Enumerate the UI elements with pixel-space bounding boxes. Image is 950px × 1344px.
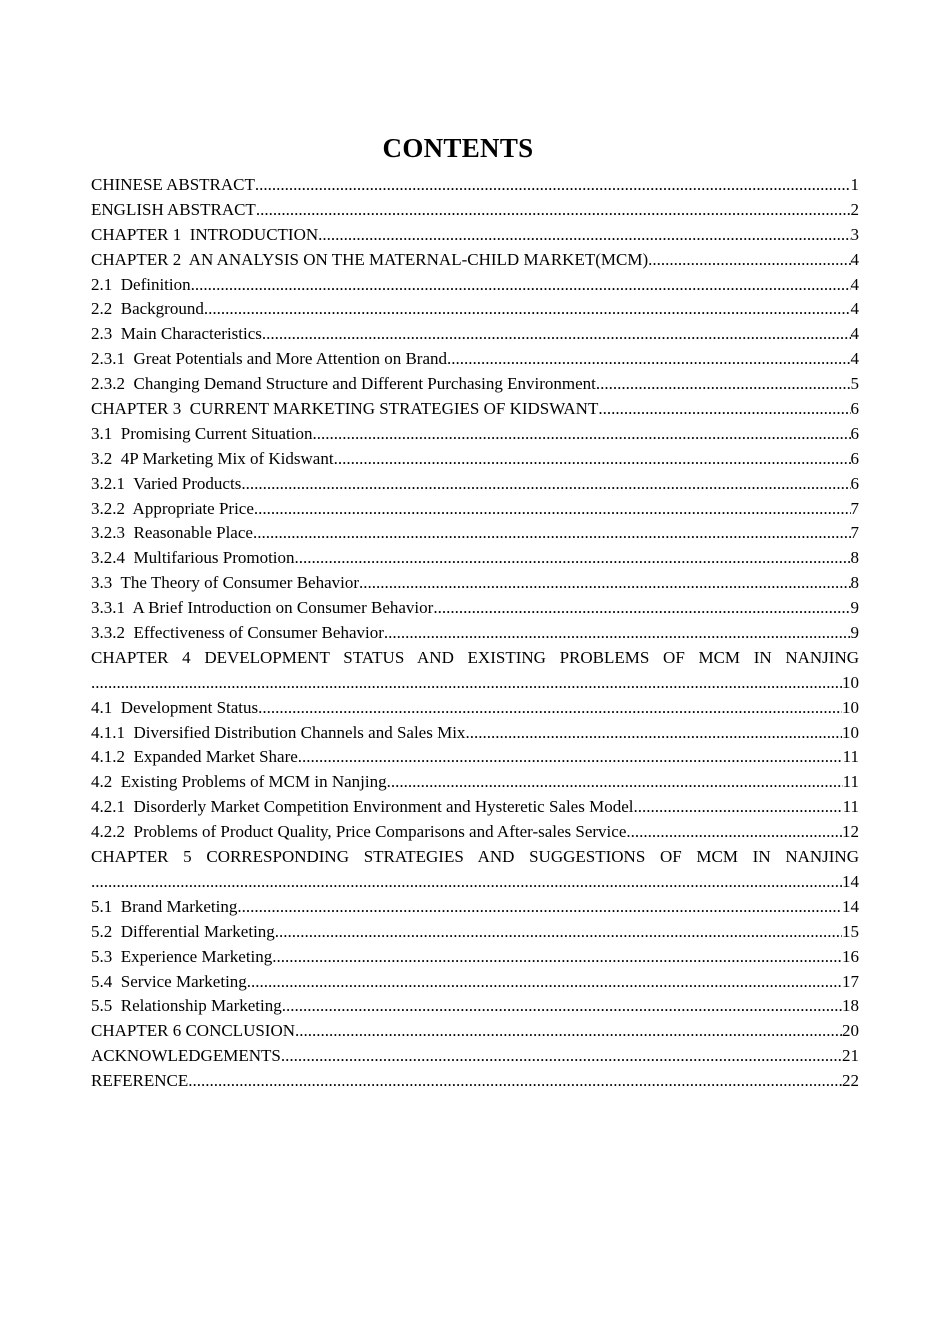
toc-entry-label: ENGLISH ABSTRACT (91, 199, 256, 219)
toc-page-number: 22 (842, 1071, 859, 1091)
toc-page-number: 10 (842, 672, 859, 692)
toc-leader-dots (334, 447, 851, 472)
toc-page-number: 4 (850, 324, 859, 344)
toc-page-number: 4 (850, 274, 859, 294)
toc-leader-dots (433, 596, 850, 621)
toc-entry-label: 3.3 The Theory of Consumer Behavior (91, 573, 360, 593)
toc-entry-chapter-4-continued[interactable] (91, 671, 859, 696)
toc-entry-4-2[interactable] (91, 770, 859, 795)
toc-entry-3-2-4[interactable] (91, 546, 859, 571)
toc-entry-label: 5.3 Experience Marketing (91, 946, 273, 966)
toc-leader-dots (648, 248, 850, 273)
toc-entry-4-2-2[interactable] (91, 820, 859, 845)
toc-entry-label: 2.2 Background (91, 299, 204, 319)
toc-page-number: 6 (850, 423, 859, 443)
toc-leader-dots (237, 895, 842, 920)
toc-entry-chinese-abstract[interactable] (91, 173, 859, 198)
toc-leader-dots (281, 1044, 842, 1069)
toc-page-number: 11 (842, 747, 859, 767)
toc-page-number: 4 (850, 299, 859, 319)
toc-page-number: 4 (850, 249, 859, 269)
toc-page-number: 4 (850, 349, 859, 369)
toc-entry-chapter-2[interactable] (91, 248, 859, 273)
toc-leader-dots (275, 920, 842, 945)
toc-page-number: 17 (842, 971, 859, 991)
toc-leader-dots (295, 1019, 842, 1044)
toc-page-number: 7 (850, 498, 859, 518)
toc-page-number: 6 (850, 473, 859, 493)
toc-leader-dots (626, 820, 842, 845)
toc-entry-label: CHAPTER 5 CORRESPONDING STRATEGIES AND SUGGESTIONS OF MCM IN NANJING (91, 847, 859, 867)
toc-entry-label: 3.3.2 Effectiveness of Consumer Behavior (91, 623, 384, 643)
toc-entry-label: 4.1.1 Diversified Distribution Channels and Sales Mix (91, 722, 466, 742)
toc-entry-4-1-1[interactable] (91, 721, 859, 746)
toc-page-number: 8 (850, 573, 859, 593)
toc-entry-label: 2.3.2 Changing Demand Structure and Different Purchasing Environment (91, 374, 596, 394)
toc-leader-dots (255, 173, 851, 198)
toc-entry-2-2[interactable] (91, 297, 859, 322)
toc-entry-4-1[interactable] (91, 696, 859, 721)
toc-leader-dots (465, 721, 842, 746)
toc-entry-label: 3.2 4P Marketing Mix of Kidswant (91, 448, 334, 468)
toc-leader-dots (596, 372, 851, 397)
toc-leader-dots (241, 472, 850, 497)
toc-entry-chapter-4[interactable] (91, 646, 859, 671)
toc-entry-4-2-1[interactable] (91, 795, 859, 820)
toc-entry-label: 3.2.2 Appropriate Price (91, 498, 254, 518)
toc-entry-label: 5.1 Brand Marketing (91, 896, 238, 916)
toc-entry-label: CHAPTER 2 AN ANALYSIS ON THE MATERNAL-CHILD MARKET(MCM) (91, 249, 649, 269)
toc-entry-label: 2.3.1 Great Potentials and More Attention on Brand (91, 349, 447, 369)
toc-entry-chapter-3[interactable] (91, 397, 859, 422)
toc-page-number: 12 (842, 822, 859, 842)
toc-entry-5-2[interactable] (91, 920, 859, 945)
toc-leader-dots (258, 696, 842, 721)
toc-page-number: 14 (842, 871, 859, 891)
toc-entry-3-3[interactable] (91, 571, 859, 596)
toc-entry-3-3-1[interactable] (91, 596, 859, 621)
toc-entry-label: 3.2.4 Multifarious Promotion (91, 548, 295, 568)
toc-entry-label: 5.5 Relationship Marketing (91, 996, 282, 1016)
table-of-contents (91, 173, 859, 1094)
toc-entry-label: 4.1 Development Status (91, 697, 259, 717)
toc-leader-dots (91, 870, 842, 895)
toc-page-number: 18 (842, 996, 859, 1016)
toc-entry-chapter-5[interactable] (91, 845, 859, 870)
toc-leader-dots (188, 1069, 842, 1094)
toc-entry-label: CHAPTER 6 CONCLUSION (91, 1021, 296, 1041)
toc-entry-label: 4.1.2 Expanded Market Share (91, 747, 298, 767)
toc-leader-dots (204, 297, 851, 322)
toc-entry-5-1[interactable] (91, 895, 859, 920)
toc-entry-label: 2.3 Main Characteristics (91, 324, 262, 344)
toc-page-number: 11 (842, 797, 859, 817)
toc-page-number: 21 (842, 1046, 859, 1066)
toc-page-number: 1 (850, 175, 859, 194)
toc-leader-dots (387, 770, 843, 795)
toc-entry-3-1[interactable] (91, 422, 859, 447)
toc-leader-dots (295, 546, 851, 571)
toc-entry-label: CHAPTER 1 INTRODUCTION (91, 224, 319, 244)
toc-entry-label: 3.1 Promising Current Situation (91, 423, 313, 443)
toc-page-number: 20 (842, 1021, 859, 1041)
toc-entry-chapter-1[interactable] (91, 223, 859, 248)
toc-page-number: 8 (850, 548, 859, 568)
toc-entry-2-3-2[interactable] (91, 372, 859, 397)
toc-entry-label: 5.4 Service Marketing (91, 971, 247, 991)
toc-leader-dots (359, 571, 850, 596)
toc-entry-2-3-1[interactable] (91, 347, 859, 372)
toc-entry-acknowledgements[interactable] (91, 1044, 859, 1069)
toc-entry-label: 3.3.1 A Brief Introduction on Consumer Behavior (91, 598, 434, 618)
toc-entry-3-3-2[interactable] (91, 621, 859, 646)
toc-page-number: 5 (850, 374, 859, 394)
toc-entry-label: 4.2.1 Disorderly Market Competition Environment and Hysteretic Sales Model (91, 797, 634, 817)
toc-entry-label: 5.2 Differential Marketing (91, 921, 275, 941)
toc-leader-dots (253, 521, 851, 546)
toc-leader-dots (598, 397, 850, 422)
toc-entry-5-4[interactable] (91, 970, 859, 995)
toc-page-number: 9 (850, 598, 859, 618)
toc-page-number: 9 (850, 623, 859, 643)
toc-leader-dots (91, 671, 842, 696)
toc-entry-3-2-1[interactable] (91, 472, 859, 497)
toc-entry-label: 4.2 Existing Problems of MCM in Nanjing (91, 772, 387, 792)
toc-leader-dots (312, 422, 850, 447)
toc-leader-dots (318, 223, 850, 248)
toc-page-number: 10 (842, 722, 859, 742)
toc-page-number: 16 (842, 946, 859, 966)
toc-entry-label: 3.2.1 Varied Products (91, 473, 242, 493)
toc-page-number: 15 (842, 921, 859, 941)
toc-entry-label: CHAPTER 3 CURRENT MARKETING STRATEGIES OF KIDSWANT (91, 399, 599, 419)
toc-entry-label: ACKNOWLEDGEMENTS (91, 1046, 281, 1066)
toc-entry-chapter-6[interactable] (91, 1019, 859, 1044)
toc-entry-4-1-2[interactable] (91, 745, 859, 770)
toc-leader-dots (272, 945, 842, 970)
toc-leader-dots (384, 621, 851, 646)
toc-entry-3-2-2[interactable] (91, 497, 859, 522)
toc-entry-2-1[interactable] (91, 273, 859, 298)
toc-leader-dots (633, 795, 842, 820)
toc-entry-reference[interactable] (91, 1069, 859, 1094)
toc-page-number: 6 (850, 448, 859, 468)
toc-page-number: 7 (850, 523, 859, 543)
toc-page-number: 11 (842, 772, 859, 792)
toc-entry-5-3[interactable] (91, 945, 859, 970)
toc-entry-chapter-5-continued[interactable] (91, 870, 859, 895)
toc-page-number: 2 (850, 199, 859, 219)
toc-leader-dots (282, 994, 842, 1019)
toc-entry-label: 3.2.3 Reasonable Place (91, 523, 253, 543)
toc-entry-label: 4.2.2 Problems of Product Quality, Price Comparisons and After-sales Service (91, 822, 627, 842)
toc-entry-3-2-3[interactable] (91, 521, 859, 546)
toc-page-number: 3 (850, 224, 859, 244)
toc-leader-dots (256, 198, 851, 223)
toc-leader-dots (191, 273, 851, 298)
toc-entry-label: 2.1 Definition (91, 274, 191, 294)
toc-entry-label: CHINESE ABSTRACT (91, 175, 255, 194)
page-title: CONTENTS (382, 133, 534, 163)
toc-leader-dots (298, 745, 843, 770)
toc-entry-label: REFERENCE (91, 1071, 189, 1091)
toc-leader-dots (262, 322, 851, 347)
toc-entry-label: CHAPTER 4 DEVELOPMENT STATUS AND EXISTING PROBLEMS OF MCM IN NANJING (91, 647, 859, 667)
toc-leader-dots (247, 970, 842, 995)
toc-entry-3-2[interactable] (91, 447, 859, 472)
toc-page-number: 10 (842, 697, 859, 717)
toc-entry-5-5[interactable] (91, 994, 859, 1019)
toc-page-number: 6 (850, 399, 859, 419)
toc-leader-dots (254, 497, 851, 522)
toc-entry-2-3[interactable] (91, 322, 859, 347)
toc-entry-english-abstract[interactable] (91, 198, 859, 223)
toc-page-number: 14 (842, 896, 859, 916)
toc-leader-dots (447, 347, 851, 372)
